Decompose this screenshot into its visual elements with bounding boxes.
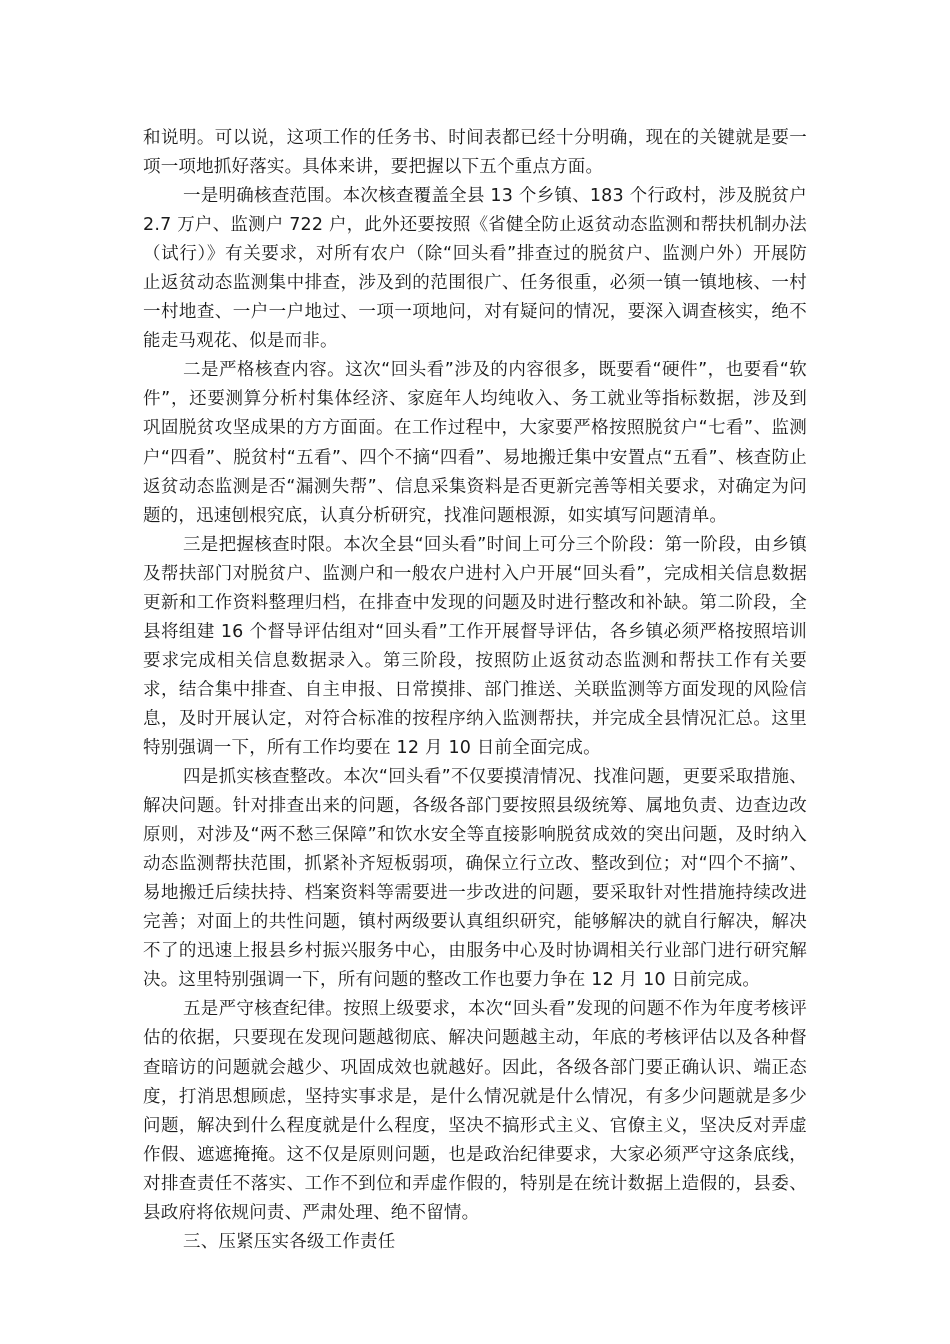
paragraph-intro-continuation: 和说明。可以说，这项工作的任务书、时间表都已经十分明确，现在的关键就是要一项一项地抓好落实。具体来讲，要把握以下五个重点方面。 bbox=[143, 128, 807, 178]
paragraph-check-content: 二是严格核查内容。这次“回头看”涉及的内容很多，既要看“硬件”，也要看“软件”，还要测算分析村集体经济、家庭年人均纯收入、务工就业等指标数据，涉及到巩固脱贫攻坚成果的方方面面。在工作过程中，大家要严格按照脱贫户“七看”、监测户“四看”、脱贫村“五看”、四个不摘“四看”、易地搬迁集中安置点“五看”、核查防止返贫动态监测是否“漏测失帮”、信息采集资料是否更新完善等相关要求，对确定为问题的，迅速刨根究底，认真分析研究，找准问题根源，如实填写问题清单。 bbox=[143, 360, 807, 526]
paragraph-check-rectification: 四是抓实核查整改。本次“回头看”不仅要摸清情况、找准问题，更要采取措施、解决问题。针对排查出来的问题，各级各部门要按照县级统筹、属地负责、边查边改原则，对涉及“两不愁三保障”和饮水安全等直接影响脱贫成效的突出问题，及时纳入动态监测帮扶范围，抓紧补齐短板弱项，确保立行立改、整改到位；对“四个不摘”、易地搬迁后续扶持、档案资料等需要进一步改进的问题，要采取针对性措施持续改进完善；对面上的共性问题，镇村两级要认真组织研究，能够解决的就自行解决，解决不了的迅速上报县乡村振兴服务中心，由服务中心及时协调相关行业部门进行研究解决。这里特别强调一下，所有问题的整改工作也要力争在 12 月 10 日前完成。 bbox=[143, 767, 807, 991]
section-heading-three: 三、压紧压实各级工作责任 bbox=[183, 1231, 396, 1252]
document-body bbox=[143, 124, 807, 1257]
paragraph-check-timeline: 三是把握核查时限。本次全县“回头看”时间上可分三个阶段：第一阶段，由乡镇及帮扶部门对脱贫户、监测户和一般农户进村入户开展“回头看”，完成相关信息数据更新和工作资料整理归档，在排查中发现的问题及时进行整改和补缺。第二阶段，全县将组建 16 个督导评估组对“回头看”工作开展督导评估，各乡镇必须严格按照培训要求完成相关信息数据录入。第三阶段，按照防止返贫动态监测和帮扶工作有关要求，结合集中排查、自主申报、日常摸排、部门推送、关联监测等方面发现的风险信息，及时开展认定，对符合标准的按程序纳入监测帮扶，并完成全县情况汇总。这里特别强调一下，所有工作均要在 12 月 10 日前全面完成。 bbox=[143, 534, 807, 758]
paragraph-check-scope: 一是明确核查范围。本次核查覆盖全县 13 个乡镇、183 个行政村，涉及脱贫户 2.7 万户、监测户 722 户，此外还要按照《省健全防止返贫动态监测和帮扶机制办法（试行）》有关要求，对所有农户（除“回头看”排查过的脱贫户、监测户外）开展防止返贫动态监测集中排查，涉及到的范围很广、任务很重，必须一镇一镇地核、一村一村地查、一户一户地过、一项一项地问，对有疑问的情况，要深入调查核实，绝不能走马观花、似是而非。 bbox=[143, 186, 807, 352]
paragraph-check-discipline: 五是严守核查纪律。按照上级要求，本次“回头看”发现的问题不作为年度考核评估的依据，只要现在发现问题越彻底、解决问题越主动，年底的考核评估以及各种督查暗访的问题就会越少、巩固成效也就越好。因此，各级各部门要正确认识、端正态度，打消思想顾虑，坚持实事求是，是什么情况就是什么情况，有多少问题就是多少问题，解决到什么程度就是什么程度，坚决不搞形式主义、官僚主义，坚决反对弄虚作假、遮遮掩掩。这不仅是原则问题，也是政治纪律要求，大家必须严守这条底线，对排查责任不落实、工作不到位和弄虚作假的，特别是在统计数据上造假的，县委、县政府将依规问责、严肃处理、绝不留情。 bbox=[143, 999, 807, 1223]
